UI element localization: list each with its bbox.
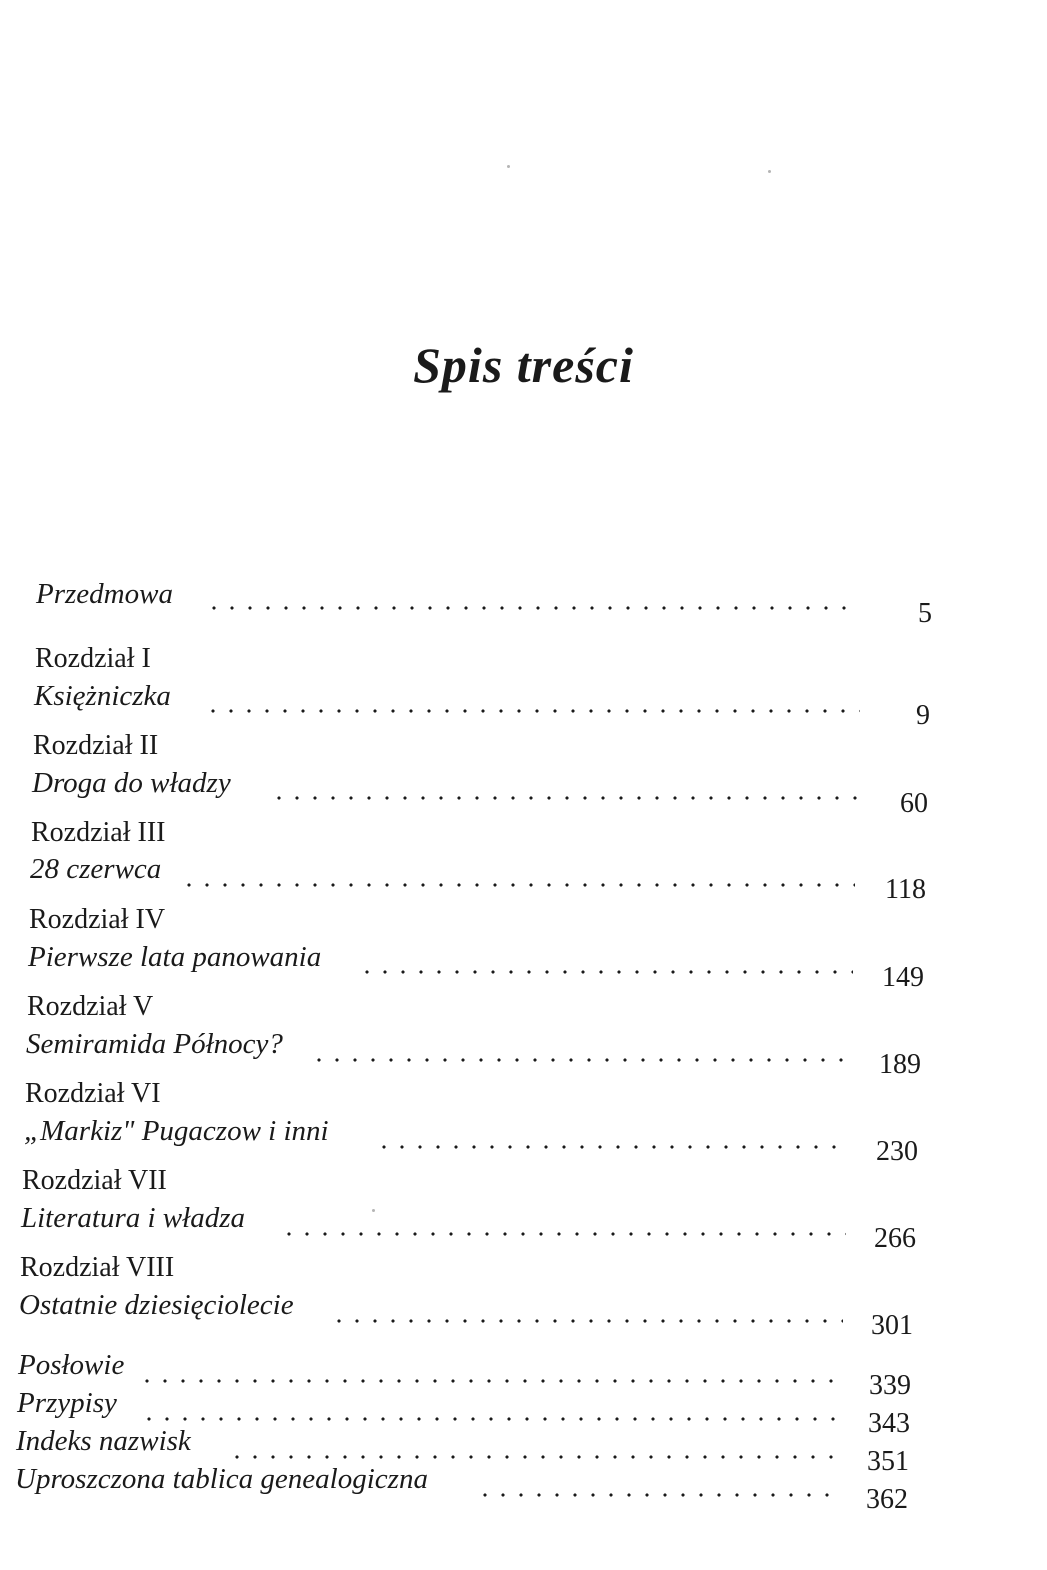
toc-entry-title: Przedmowa [36,578,173,610]
dot-leader [330,1318,843,1324]
scan-speck [768,170,771,173]
toc-entry-label: Rozdział I [35,643,151,674]
toc-entry-page: 5 [918,598,932,629]
toc-entry-title: Ostatnie dziesięciolecie [19,1289,294,1321]
toc-entry-label: Rozdział VIII [20,1252,175,1283]
toc-entry-label: Rozdział II [33,730,159,761]
dot-leader [375,1144,848,1150]
toc-entry-page: 301 [871,1310,913,1341]
dot-leader [204,708,860,714]
dot-leader [180,882,855,888]
toc-entry-title: Pierwsze lata panowania [28,941,322,973]
toc-entry-page: 118 [885,874,926,905]
toc-entry-page: 9 [916,700,930,731]
toc-entry-label: Rozdział IV [29,904,166,935]
toc-entry-title: Literatura i władza [21,1202,245,1234]
toc-entry-title: 28 czerwca [30,853,162,885]
toc-entry-title: Indeks nazwisk [16,1425,191,1457]
toc-entry-label: Rozdział III [31,817,166,848]
toc-entry-title: Księżniczka [34,680,171,712]
scan-speck [372,1209,375,1212]
dot-leader [358,969,853,975]
toc-entry-page: 339 [869,1370,911,1401]
toc-entry-label: Rozdział V [27,991,154,1022]
toc-entry-title: Przypisy [17,1387,117,1419]
toc-entry-page: 266 [874,1223,916,1254]
page-title: Spis treści [413,336,634,393]
toc-entry-page: 149 [882,962,924,993]
dot-leader [138,1378,841,1384]
toc-entry-title: „Markiz" Pugaczow i inni [24,1115,329,1147]
toc-entry-page: 230 [876,1136,918,1167]
toc-entry-label: Rozdział VI [25,1078,161,1109]
scan-speck [507,165,510,168]
toc-entry-page: 60 [900,788,928,819]
dot-leader [280,1231,846,1237]
dot-leader [228,1454,838,1460]
toc-entry-page: 362 [866,1484,908,1515]
toc-entry-label: Rozdział VII [22,1165,167,1196]
toc-entry-title: Uproszczona tablica genealogiczna [15,1463,428,1495]
toc-entry-page: 189 [879,1049,921,1080]
toc-entry-title: Posłowie [18,1349,125,1381]
toc-entry-title: Droga do władzy [32,767,231,799]
dot-leader [310,1057,850,1063]
dot-leader [205,605,860,611]
toc-entry-page: 343 [868,1408,910,1439]
dot-leader [476,1492,836,1498]
toc-entry-page: 351 [867,1446,909,1477]
toc-entry-title: Semiramida Północy? [26,1028,283,1060]
dot-leader [270,795,858,801]
dot-leader [140,1416,840,1422]
